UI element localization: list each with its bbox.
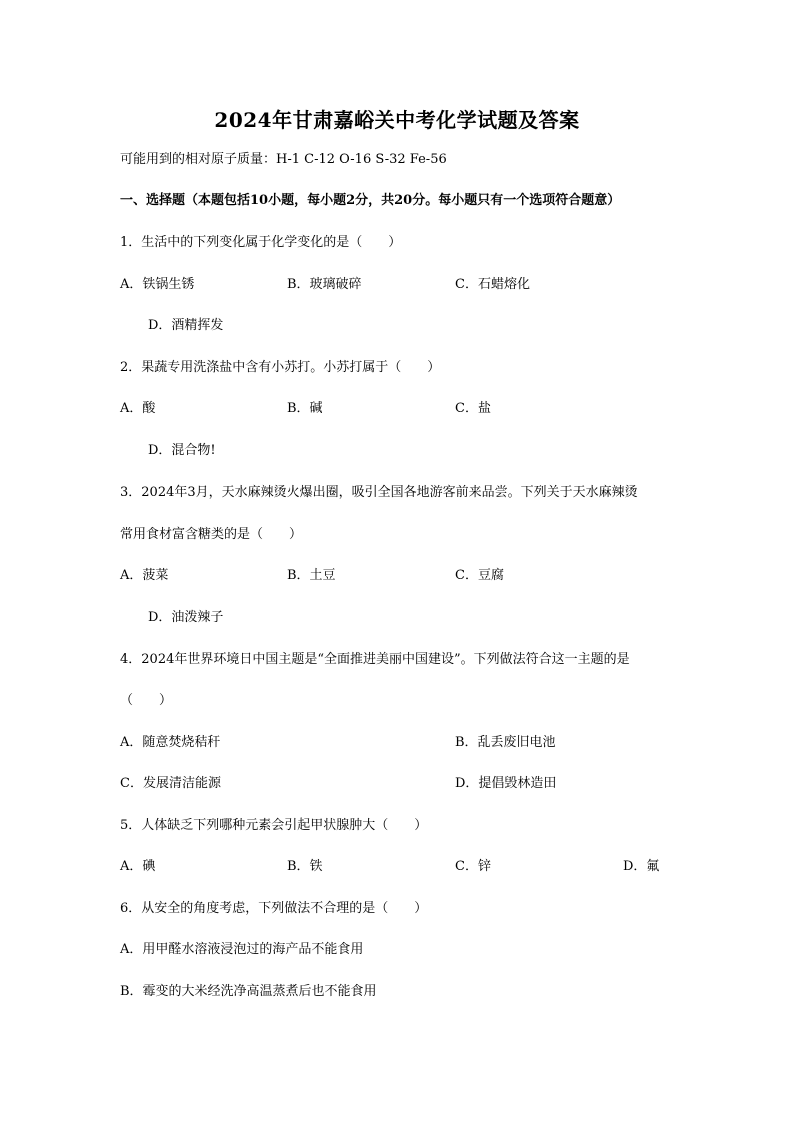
q1-option-c: C．石蜡熔化	[455, 277, 530, 292]
q3-option-c: C．豆腐	[455, 568, 504, 583]
q2-option-a: A．酸	[120, 401, 156, 416]
q6-option-b: B．霉变的大米经洗净高温蒸煮后也不能食用	[120, 984, 377, 999]
q4-option-b: B．乱丢废旧电池	[455, 735, 556, 750]
q3-option-a: A．菠菜	[120, 568, 169, 583]
q2-option-c: C．盐	[455, 401, 491, 416]
question-2-stem: 2．果蔬专用洗涤盐中含有小苏打。小苏打属于（ ）	[120, 360, 441, 375]
q1-option-a: A．铁锅生锈	[120, 277, 195, 292]
q4-option-d: D．提倡毁林造田	[455, 776, 557, 791]
question-4-stem-line1: 4．2024年世界环境日中国主题是“全面推进美丽中国建设”。下列做法符合这一主题的是	[120, 652, 630, 667]
question-5-stem: 5．人体缺乏下列哪种元素会引起甲状腺肿大（ ）	[120, 818, 428, 833]
page-title: 2024年甘肃嘉峪关中考化学试题及答案	[214, 108, 580, 132]
q5-option-b: B．铁	[287, 859, 323, 874]
q3-option-b: B．土豆	[287, 568, 336, 583]
question-3-stem-line2: 常用食材富含糖类的是（ ）	[120, 527, 303, 542]
question-3-stem-line1: 3．2024年3月，天水麻辣烫火爆出圈，吸引全国各地游客前来品尝。下列关于天水麻辣烫	[120, 485, 638, 500]
atomic-masses-note: 可能用到的相对原子质量：H-1 C-12 O-16 S-32 Fe-56	[120, 152, 447, 167]
q5-option-c: C．锌	[455, 859, 491, 874]
q5-option-a: A．碘	[120, 859, 156, 874]
q5-option-d: D．氟	[623, 859, 660, 874]
question-6-stem: 6．从安全的角度考虑，下列做法不合理的是（ ）	[120, 901, 428, 916]
question-4-stem-line2: （ ）	[120, 693, 173, 708]
q1-option-b: B．玻璃破碎	[287, 277, 362, 292]
q1-option-d: D．酒精挥发	[148, 318, 224, 333]
q4-option-a: A．随意焚烧秸秆	[120, 735, 221, 750]
q4-option-c: C．发展清洁能源	[120, 776, 221, 791]
q6-option-a: A．用甲醛水溶液浸泡过的海产品不能食用	[120, 942, 364, 957]
q2-option-d: D．混合物!	[148, 443, 216, 458]
q3-option-d: D．油泼辣子	[148, 610, 224, 625]
section-heading: 一、选择题（本题包括10小题，每小题2分，共20分。每小题只有一个选项符合题意）	[120, 193, 621, 208]
question-1-stem: 1．生活中的下列变化属于化学变化的是（ ）	[120, 235, 402, 250]
q2-option-b: B．碱	[287, 401, 323, 416]
